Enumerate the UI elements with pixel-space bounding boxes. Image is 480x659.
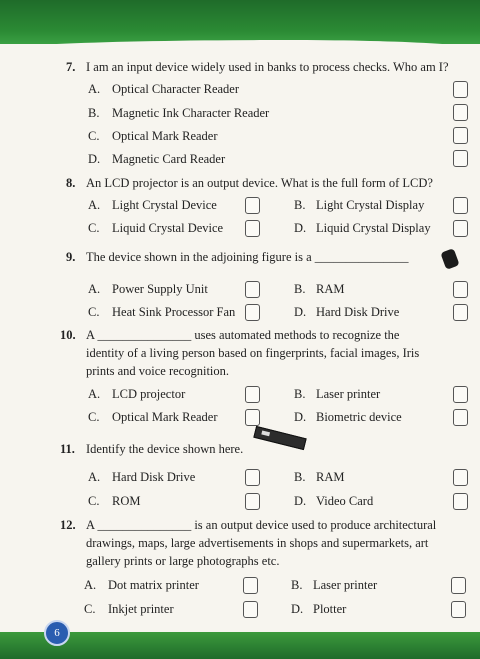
q11-a-text: Hard Disk Drive <box>112 470 196 484</box>
q12-c-checkbox[interactable] <box>243 601 258 618</box>
q11-a-checkbox[interactable] <box>245 469 260 486</box>
q9-text: The device shown in the adjoining figure is a _______________ <box>86 250 409 264</box>
header-band <box>0 0 480 44</box>
q7-b-checkbox[interactable] <box>453 104 468 121</box>
q9-d-checkbox[interactable] <box>453 304 468 321</box>
q11-c-letter: C. <box>88 494 100 508</box>
q7-d-checkbox[interactable] <box>453 150 468 167</box>
q11-b-checkbox[interactable] <box>453 469 468 486</box>
q11-b-letter: B. <box>294 470 306 484</box>
q7-a-text: Optical Character Reader <box>112 82 240 96</box>
q10-c-checkbox[interactable] <box>245 409 260 426</box>
q7-b-text: Magnetic Ink Character Reader <box>112 106 270 120</box>
q7-text: I am an input device widely used in banks to process checks. Who am I? <box>86 60 449 74</box>
q12-a-text: Dot matrix printer <box>108 578 199 592</box>
q10-c-text: Optical Mark Reader <box>112 410 218 424</box>
q11-d-letter: D. <box>294 494 307 508</box>
q11-b-text: RAM <box>316 470 345 484</box>
q12-line3: gallery prints or large photographs etc. <box>86 554 280 568</box>
q8-b-checkbox[interactable] <box>453 197 468 214</box>
q10-b-text: Laser printer <box>316 387 381 401</box>
q12-line2: drawings, maps, large advertisements in shops and supermarkets, art <box>86 536 429 550</box>
footer-band <box>0 632 480 659</box>
q8-a-checkbox[interactable] <box>245 197 260 214</box>
q10-c-letter: C. <box>88 410 100 424</box>
q10-line3: prints and voice recognition. <box>86 364 230 378</box>
q12-c-letter: C. <box>84 602 96 616</box>
q8-a-text: Light Crystal Device <box>112 198 217 212</box>
q12-d-text: Plotter <box>313 602 347 616</box>
q10-number: 10. <box>60 328 76 342</box>
q9-c-text: Heat Sink Processor Fan <box>112 305 236 319</box>
q11-d-checkbox[interactable] <box>453 493 468 510</box>
q9-b-checkbox[interactable] <box>453 281 468 298</box>
q12-a-letter: A. <box>84 578 97 592</box>
q12-d-checkbox[interactable] <box>451 601 466 618</box>
q12-a-checkbox[interactable] <box>243 577 258 594</box>
q11-number: 11. <box>60 442 75 456</box>
q12-c-text: Inkjet printer <box>108 602 174 616</box>
q12-number: 12. <box>60 518 76 532</box>
q12-b-text: Laser printer <box>313 578 378 592</box>
q9-device-figure <box>440 248 459 270</box>
q11-a-letter: A. <box>88 470 101 484</box>
q10-line1: A _______________ uses automated methods to recognize the <box>86 328 400 342</box>
q10-line2: identity of a living person based on fingerprints, facial images, Iris <box>86 346 420 360</box>
q10-d-letter: D. <box>294 410 307 424</box>
q11-d-text: Video Card <box>316 494 374 508</box>
q11-c-text: ROM <box>112 494 141 508</box>
q8-b-text: Light Crystal Display <box>316 198 425 212</box>
q8-text: An LCD projector is an output device. What is the full form of LCD? <box>86 176 433 190</box>
q7-b-letter: B. <box>88 106 100 120</box>
q10-a-letter: A. <box>88 387 101 401</box>
q12-line1: A _______________ is an output device used to produce architectural <box>86 518 437 532</box>
q9-c-checkbox[interactable] <box>245 304 260 321</box>
q7-a-checkbox[interactable] <box>453 81 468 98</box>
q12-d-letter: D. <box>291 602 304 616</box>
q7-c-letter: C. <box>88 129 100 143</box>
q7-d-letter: D. <box>88 152 101 166</box>
q8-c-letter: C. <box>88 221 100 235</box>
q9-a-text: Power Supply Unit <box>112 282 208 296</box>
q9-b-letter: B. <box>294 282 306 296</box>
q9-a-letter: A. <box>88 282 101 296</box>
q10-d-checkbox[interactable] <box>453 409 468 426</box>
q8-c-text: Liquid Crystal Device <box>112 221 224 235</box>
q12-b-letter: B. <box>291 578 303 592</box>
q7-c-text: Optical Mark Reader <box>112 129 218 143</box>
q11-text: Identify the device shown here. <box>86 442 244 456</box>
q8-number: 8. <box>66 176 76 190</box>
q8-d-checkbox[interactable] <box>453 220 468 237</box>
q7-number: 7. <box>66 60 76 74</box>
page-number: 6 <box>44 620 70 646</box>
q9-c-letter: C. <box>88 305 100 319</box>
q10-b-letter: B. <box>294 387 306 401</box>
q10-a-text: LCD projector <box>112 387 186 401</box>
q9-d-text: Hard Disk Drive <box>316 305 400 319</box>
q9-number: 9. <box>66 250 76 264</box>
q8-d-text: Liquid Crystal Display <box>316 221 431 235</box>
q12-b-checkbox[interactable] <box>451 577 466 594</box>
q10-b-checkbox[interactable] <box>453 386 468 403</box>
q10-d-text: Biometric device <box>316 410 402 424</box>
q8-d-letter: D. <box>294 221 307 235</box>
q7-d-text: Magnetic Card Reader <box>112 152 226 166</box>
q9-a-checkbox[interactable] <box>245 281 260 298</box>
q9-d-letter: D. <box>294 305 307 319</box>
q8-b-letter: B. <box>294 198 306 212</box>
q11-c-checkbox[interactable] <box>245 493 260 510</box>
q8-c-checkbox[interactable] <box>245 220 260 237</box>
q9-b-text: RAM <box>316 282 345 296</box>
q11-device-figure <box>253 426 306 450</box>
q10-a-checkbox[interactable] <box>245 386 260 403</box>
q8-a-letter: A. <box>88 198 101 212</box>
q7-a-letter: A. <box>88 82 101 96</box>
q7-c-checkbox[interactable] <box>453 127 468 144</box>
